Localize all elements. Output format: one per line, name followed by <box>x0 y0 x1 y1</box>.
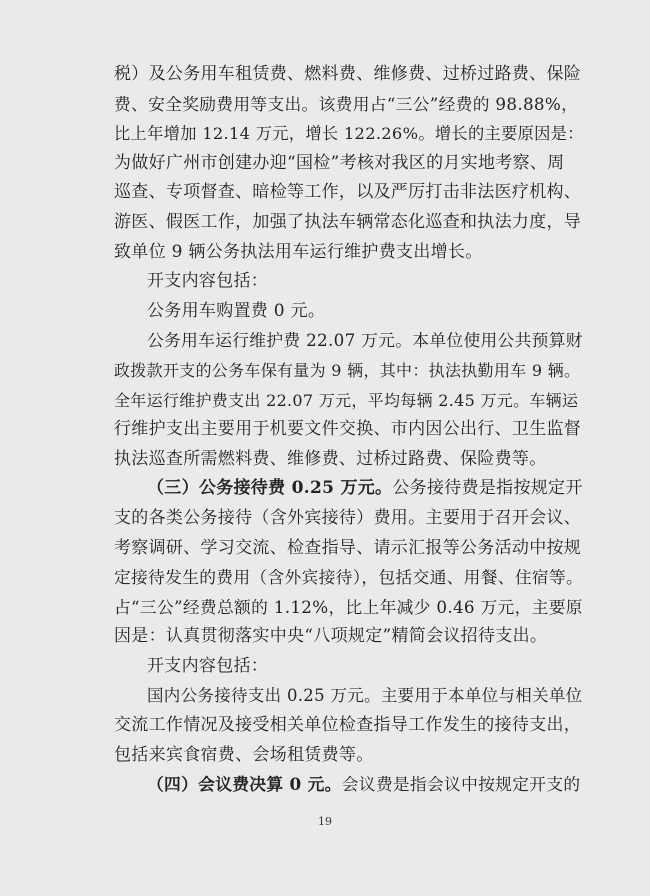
text-line <box>114 415 582 445</box>
section-heading: （四）会议费决算 0 元。 <box>147 774 342 795</box>
text-line <box>114 238 574 268</box>
line-text: 税）及公务用车租赁费、燃料费、维修费、过桥过路费、保险 <box>114 64 582 84</box>
text-line <box>114 741 574 771</box>
text-line <box>114 326 583 356</box>
line-text: 包括来宾食宿费、会场租赁费等。 <box>114 744 374 765</box>
text-line <box>114 267 574 297</box>
text-line <box>114 622 574 652</box>
line-text: 占“三公”经费总额的 1.12%，比上年减少 0.46 万元，主要原 <box>114 596 583 617</box>
line-text: 定接待发生的费用（含外宾接待），包括交通、用餐、住宿等。 <box>114 567 584 588</box>
text-line <box>114 652 574 682</box>
line-text: 会议费是指会议中按规定开支的 <box>341 774 581 795</box>
line-text: 考察调研、学习交流、检查指导、请示汇报等公务活动中按规 <box>114 537 582 558</box>
text-line <box>114 60 582 90</box>
text-line <box>114 208 582 238</box>
text-line <box>114 90 579 120</box>
text-line <box>114 534 582 564</box>
body-text <box>114 60 584 800</box>
line-text: 比上年增加 12.14 万元，增长 122.26%。增长的主要原因是： <box>114 124 584 144</box>
text-line <box>114 681 583 711</box>
section-heading: （三）公务接待费 0.25 万元。 <box>147 478 393 499</box>
line-text: 因是：认真贯彻落实中央“八项规定”精简会议招待支出。 <box>114 626 548 647</box>
text-line <box>114 178 582 208</box>
line-text: 支的各类公务接待（含外宾接待）费用。主要用于召开会议、 <box>114 507 582 528</box>
line-text: 公务用车运行维护费 22.07 万元。本单位使用公共预算财 <box>147 330 583 351</box>
text-line <box>114 770 581 800</box>
page-number: 19 <box>318 815 332 828</box>
text-line <box>114 297 574 327</box>
text-line <box>114 474 583 504</box>
line-text: 巡查、专项督查、暗检等工作，以及严厉打击非法医疗机构、 <box>114 182 582 203</box>
line-text: 开支内容包括： <box>147 655 269 676</box>
line-text: 游医、假医工作，加强了执法车辆常态化巡查和执法力度，导 <box>114 211 582 232</box>
text-line <box>114 149 574 179</box>
line-text: 交流工作情况及接受相关单位检查指导工作发生的接待支出， <box>114 715 582 736</box>
line-text: 为做好广州市创建办迎“国检”考核对我区的月实地考察、周 <box>114 152 565 173</box>
text-line <box>114 386 579 416</box>
text-line <box>114 563 584 593</box>
line-text: 执法巡查所需燃料费、维修费、过桥过路费、保险费等。 <box>114 448 547 469</box>
line-text: 全年运行维护费支出 22.07 万元，平均每辆 2.45 万元。车辆运 <box>114 390 579 410</box>
line-text: 费、安全奖励费用等支出。该费用占“三公”经费的 98.88%， <box>114 93 579 114</box>
text-line <box>114 356 581 386</box>
line-text: 公务接待费是指按规定开 <box>392 478 583 499</box>
text-line <box>114 593 583 623</box>
text-line <box>114 445 574 475</box>
line-text: 国内公务接待支出 0.25 万元。主要用于本单位与相关单位 <box>147 686 583 706</box>
text-line <box>114 504 582 534</box>
line-text: 开支内容包括： <box>147 271 269 292</box>
line-text: 政拨款开支的公务车保有量为 9 辆，其中：执法执勤用车 9 辆。 <box>114 360 581 380</box>
text-line <box>114 711 582 741</box>
line-text: 行维护支出主要用于机要文件交换、市内因公出行、卫生监督 <box>114 419 582 440</box>
line-text: 公务用车购置费 0 元。 <box>147 300 326 321</box>
line-text: 致单位 9 辆公务执法用车运行维护费支出增长。 <box>114 241 483 262</box>
text-line <box>114 119 584 149</box>
